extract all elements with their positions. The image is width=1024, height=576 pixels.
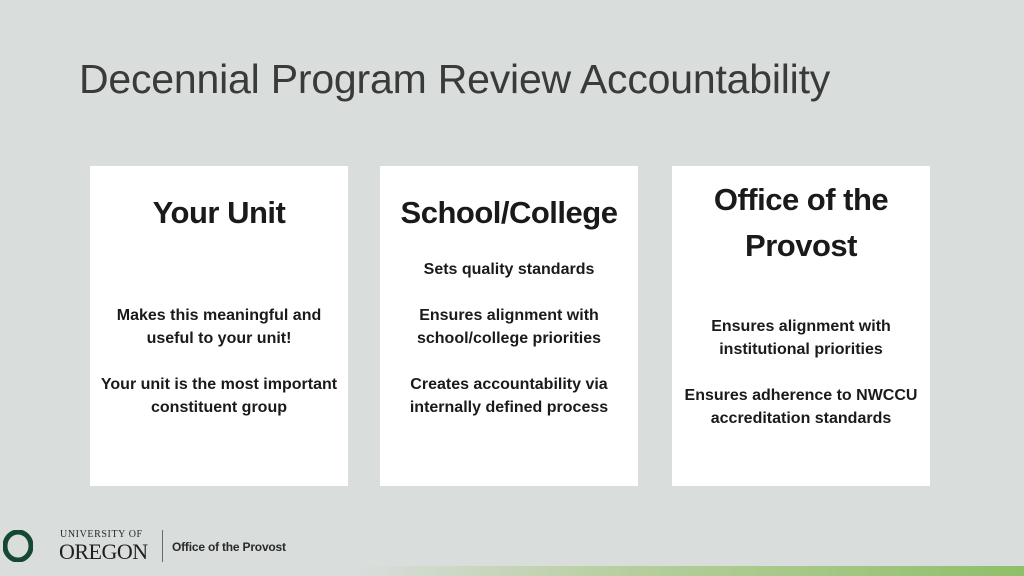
card-text: Sets quality standards <box>423 261 595 278</box>
card-heading: School/College <box>400 195 618 230</box>
bottom-accent-bar <box>0 566 1024 576</box>
uo-o-logo-icon <box>3 530 33 562</box>
card-text: Ensures alignment with institutional priorities <box>711 318 891 358</box>
card-text: Your unit is the most important constituent group <box>100 376 338 416</box>
card-heading: Your Unit <box>152 195 286 230</box>
oregon-wordmark: OREGON <box>59 539 148 564</box>
slide-title: Decennial Program Review Accountability <box>79 56 831 102</box>
card-school-college <box>380 166 638 486</box>
card-text: Makes this meaningful and useful to your unit! <box>116 307 322 347</box>
office-label: Office of the Provost <box>172 540 286 554</box>
footer-branding <box>0 526 420 566</box>
card-your-unit <box>90 166 348 486</box>
card-text: Creates accountability via internally defined process <box>409 376 609 416</box>
card-text: Ensures alignment with school/college priorities <box>416 307 602 347</box>
card-office-of-provost <box>672 166 930 486</box>
university-of-label: UNIVERSITY OF <box>60 529 143 540</box>
card-text: Ensures adherence to NWCCU accreditation standards <box>684 387 918 427</box>
footer-divider <box>162 530 163 562</box>
card-heading: Office of the Provost <box>713 182 889 263</box>
